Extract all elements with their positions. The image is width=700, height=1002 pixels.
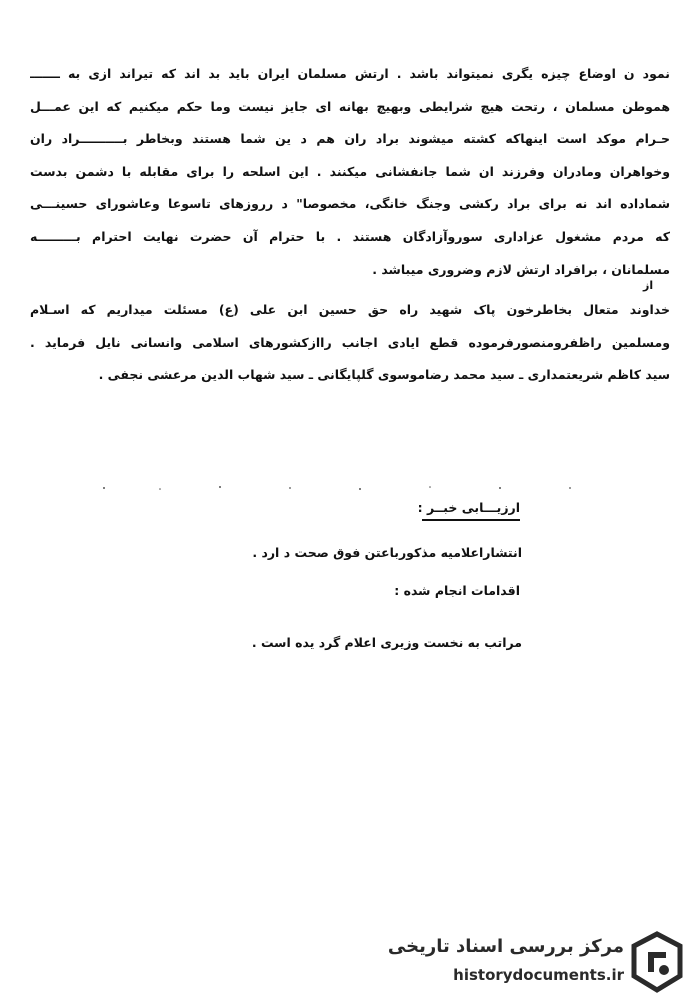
az-insertion-note: از <box>643 279 654 292</box>
body-line-4: وخواهران ومادران وفرزند ان شما جانفشانی میکنند . این اسلحه را برای مقابله با دشمن بدست <box>30 163 670 179</box>
body-line-5: شماداده اند نه برای براد رکشی وجنگ خانگی، مخصوصا" د رروزهای تاسوعا وعاشورای حسینـــی <box>30 196 670 212</box>
body-line-7: مسلمانان ، برافراد ارتش لازم وضروری میباشد . <box>372 261 670 277</box>
evaluation-heading-underline <box>422 519 520 521</box>
document-body <box>30 58 670 392</box>
archive-name: مرکز بررسی اسناد تاریخی <box>387 936 624 957</box>
evaluation-text: انتشاراعلامیه مذکورباعتن فوق صحت د ارد . <box>252 545 522 560</box>
prayer-line-2: ومسلمین راظفرومنصورفرموده قطع ایادی اجانب راازکشورهای اسلامی وانسانی نایل فرماید . <box>30 334 670 350</box>
signatories-line: سید کاظم شریعتمداری ـ سید محمد رضاموسوی گلپایگانی ـ سید شهاب الدین مرعشی نجفی . <box>98 367 670 383</box>
archive-watermark <box>380 922 700 1002</box>
historydocuments-logo-icon <box>628 930 686 994</box>
archive-url: historydocuments.ir <box>453 966 624 984</box>
body-line-2: هموطن مسلمان ، رتحت هیچ شرایطی وبهیچ بهانه ای جایز نیست وما حکم میکنیم که این عمـــل <box>30 98 670 114</box>
prayer-line-1: خداوند متعال بخاطرخون پاک شهید راه حق حسین ابن علی (ع) مسئلت میداریم که اسـلام <box>30 302 670 318</box>
body-line-6: که مردم مشغول عزاداری سوروآزادگان هستند . با حترام آن حضرت نهایت احترام بـــــــــه <box>30 228 670 244</box>
body-line-1: نمود ن اوضاع چیزه یگری نمیتواند باشد . ارتش مسلمان ایران باید بد اند که تیراند ازی به ـــــــ <box>30 66 670 81</box>
evaluation-heading: ارزیـــابی خبــر : <box>417 500 520 515</box>
actions-heading: اقدامات انجام شده : <box>394 583 520 598</box>
actions-text: مراتب به نخست وزیری اعلام گرد یده است . <box>251 635 522 650</box>
body-line-3: حـرام موکد است اینهاکه کشته میشوند براد ران هم د ین شما هستند وبخاطر بــــــــــراد ران <box>30 131 670 147</box>
scan-dots <box>100 482 580 494</box>
